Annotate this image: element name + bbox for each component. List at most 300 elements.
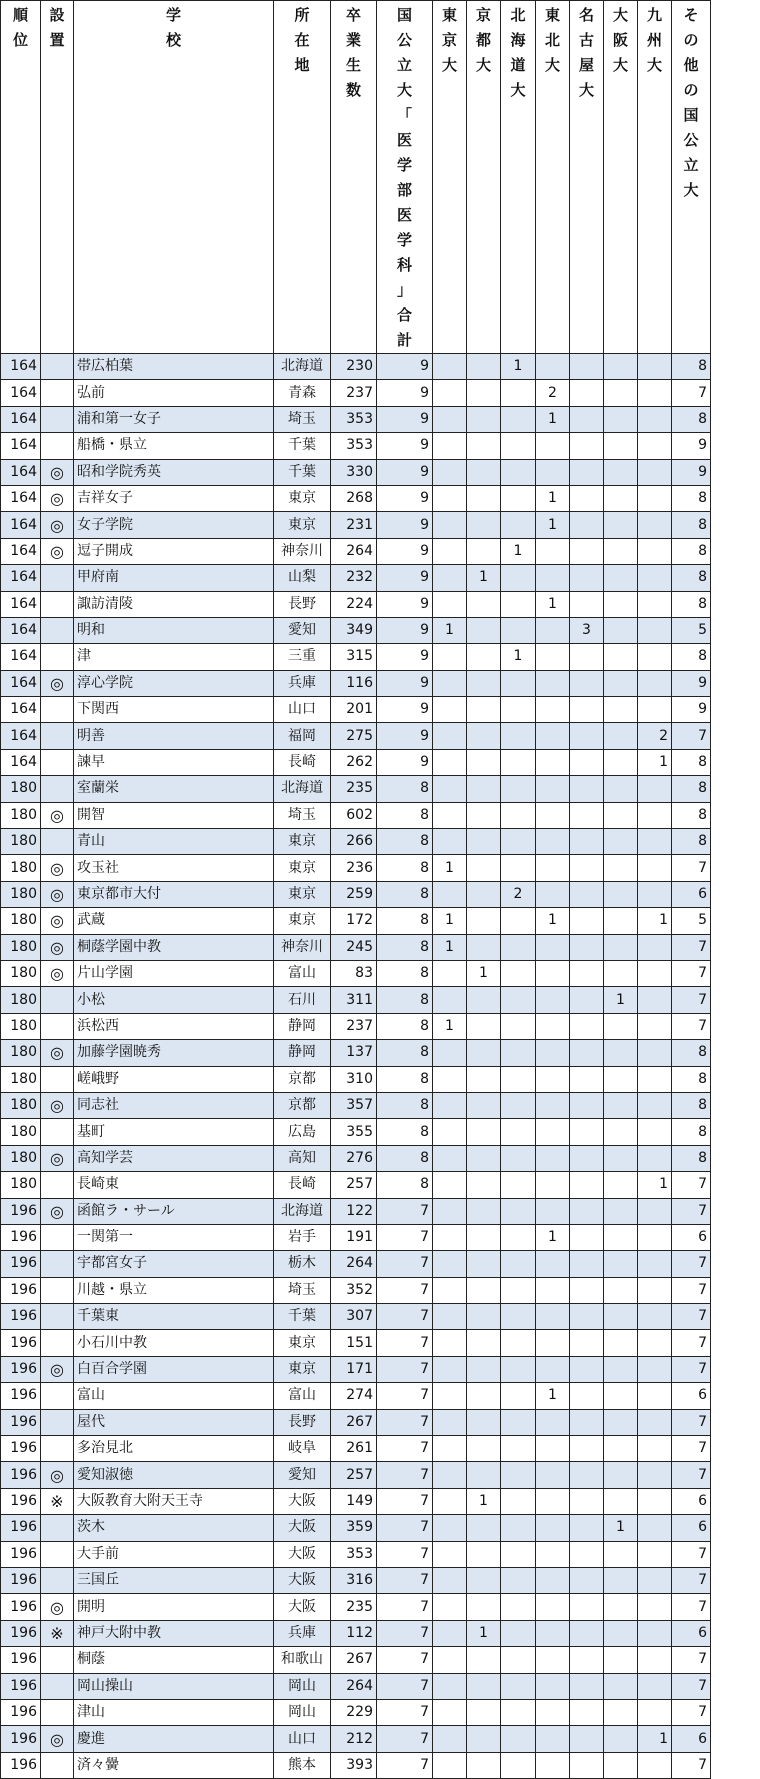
cell-school: 昭和学院秀英: [74, 459, 274, 485]
cell-graduates: 261: [331, 1436, 377, 1462]
cell-tohoku: [536, 1013, 570, 1039]
cell-rank: 196: [1, 1515, 41, 1541]
cell-type: [41, 987, 74, 1013]
cell-type: ◎: [41, 1594, 74, 1620]
cell-osaka: [604, 1304, 638, 1330]
cell-graduates: 231: [331, 512, 377, 538]
cell-hokkaido: [501, 1647, 536, 1673]
cell-tokyo: [433, 776, 467, 802]
cell-osaka: [604, 406, 638, 432]
cell-kyushu: [638, 697, 672, 723]
cell-hokkaido: [501, 1277, 536, 1303]
cell-other-national: 6: [672, 1620, 711, 1646]
cell-nagoya: [570, 776, 604, 802]
cell-graduates: 267: [331, 1409, 377, 1435]
cell-school: 屋代: [74, 1409, 274, 1435]
cell-other-national: 7: [672, 380, 711, 406]
cell-osaka: [604, 776, 638, 802]
cell-other-national: 7: [672, 1330, 711, 1356]
cell-prefecture: 京都: [274, 1066, 331, 1092]
cell-kyushu: [638, 1304, 672, 1330]
cell-school: 宇都宮女子: [74, 1251, 274, 1277]
cell-prefecture: 岡山: [274, 1699, 331, 1725]
cell-type: [41, 723, 74, 749]
cell-type: [41, 1066, 74, 1092]
cell-hokkaido: [501, 1699, 536, 1725]
table-row: [1, 538, 711, 564]
table-row: [1, 776, 711, 802]
cell-graduates: 264: [331, 1673, 377, 1699]
cell-school: 長崎東: [74, 1172, 274, 1198]
cell-school: 下関西: [74, 697, 274, 723]
cell-hokkaido: [501, 380, 536, 406]
table-row: [1, 829, 711, 855]
cell-medical-total: 8: [377, 776, 433, 802]
cell-medical-total: 7: [377, 1277, 433, 1303]
cell-other-national: 8: [672, 802, 711, 828]
cell-prefecture: 長野: [274, 1409, 331, 1435]
cell-medical-total: 7: [377, 1436, 433, 1462]
cell-tohoku: [536, 987, 570, 1013]
cell-tohoku: [536, 1673, 570, 1699]
cell-nagoya: [570, 1541, 604, 1567]
cell-kyoto: [467, 723, 501, 749]
cell-nagoya: [570, 1726, 604, 1752]
cell-kyushu: [638, 1752, 672, 1778]
cell-kyushu: [638, 1040, 672, 1066]
cell-medical-total: 7: [377, 1488, 433, 1514]
cell-osaka: [604, 829, 638, 855]
cell-medical-total: 9: [377, 538, 433, 564]
cell-graduates: 172: [331, 908, 377, 934]
cell-graduates: 359: [331, 1515, 377, 1541]
cell-kyushu: [638, 1673, 672, 1699]
cell-kyoto: [467, 1436, 501, 1462]
table-row: [1, 697, 711, 723]
cell-medical-total: 7: [377, 1383, 433, 1409]
cell-other-national: 8: [672, 829, 711, 855]
cell-medical-total: 8: [377, 1066, 433, 1092]
cell-other-national: 7: [672, 1752, 711, 1778]
cell-type: [41, 433, 74, 459]
cell-type: [41, 776, 74, 802]
cell-nagoya: [570, 960, 604, 986]
cell-osaka: [604, 1119, 638, 1145]
cell-hokkaido: [501, 1567, 536, 1593]
cell-school: 岡山操山: [74, 1673, 274, 1699]
cell-nagoya: [570, 1673, 604, 1699]
cell-nagoya: [570, 1383, 604, 1409]
cell-other-national: 8: [672, 776, 711, 802]
cell-kyushu: [638, 1277, 672, 1303]
cell-type: [41, 406, 74, 432]
cell-medical-total: 7: [377, 1251, 433, 1277]
cell-prefecture: 東京: [274, 908, 331, 934]
cell-type: ◎: [41, 802, 74, 828]
cell-medical-total: 7: [377, 1356, 433, 1382]
cell-graduates: 349: [331, 617, 377, 643]
cell-kyoto: [467, 1673, 501, 1699]
cell-kyushu: [638, 1224, 672, 1250]
cell-tohoku: [536, 1040, 570, 1066]
cell-other-national: 8: [672, 644, 711, 670]
cell-kyushu: [638, 1462, 672, 1488]
cell-osaka: [604, 433, 638, 459]
cell-tokyo: [433, 1304, 467, 1330]
cell-other-national: 7: [672, 987, 711, 1013]
cell-nagoya: [570, 1224, 604, 1250]
cell-kyoto: [467, 1172, 501, 1198]
header-osaka: 大 阪 大: [604, 1, 638, 354]
cell-graduates: 316: [331, 1567, 377, 1593]
cell-medical-total: 7: [377, 1409, 433, 1435]
cell-kyushu: [638, 1013, 672, 1039]
cell-kyushu: [638, 485, 672, 511]
cell-prefecture: 和歌山: [274, 1647, 331, 1673]
cell-nagoya: [570, 1356, 604, 1382]
cell-kyoto: [467, 1198, 501, 1224]
cell-nagoya: [570, 1330, 604, 1356]
cell-school: 甲府南: [74, 565, 274, 591]
cell-school: 多治見北: [74, 1436, 274, 1462]
table-row: [1, 1066, 711, 1092]
cell-kyoto: [467, 1251, 501, 1277]
cell-graduates: 83: [331, 960, 377, 986]
cell-hokkaido: [501, 960, 536, 986]
table-row: [1, 1172, 711, 1198]
cell-type: [41, 697, 74, 723]
cell-graduates: 311: [331, 987, 377, 1013]
cell-prefecture: 富山: [274, 960, 331, 986]
cell-school: 淳心学院: [74, 670, 274, 696]
cell-tokyo: [433, 1409, 467, 1435]
cell-tokyo: [433, 881, 467, 907]
cell-osaka: [604, 670, 638, 696]
cell-hokkaido: [501, 565, 536, 591]
cell-nagoya: [570, 723, 604, 749]
cell-kyoto: [467, 749, 501, 775]
cell-rank: 196: [1, 1409, 41, 1435]
cell-rank: 196: [1, 1198, 41, 1224]
cell-graduates: 232: [331, 565, 377, 591]
cell-kyoto: [467, 1515, 501, 1541]
cell-osaka: [604, 1594, 638, 1620]
cell-school: 帯広柏葉: [74, 354, 274, 380]
cell-kyushu: [638, 1541, 672, 1567]
cell-school: 室蘭栄: [74, 776, 274, 802]
cell-kyushu: [638, 406, 672, 432]
cell-tohoku: [536, 1436, 570, 1462]
cell-medical-total: 7: [377, 1726, 433, 1752]
cell-kyushu: [638, 829, 672, 855]
cell-osaka: [604, 1198, 638, 1224]
cell-hokkaido: [501, 1304, 536, 1330]
cell-rank: 196: [1, 1383, 41, 1409]
cell-osaka: [604, 485, 638, 511]
cell-tohoku: [536, 1726, 570, 1752]
cell-prefecture: 山口: [274, 1726, 331, 1752]
cell-rank: 196: [1, 1647, 41, 1673]
cell-graduates: 112: [331, 1620, 377, 1646]
cell-other-national: 8: [672, 591, 711, 617]
cell-kyushu: [638, 1647, 672, 1673]
cell-kyoto: [467, 1304, 501, 1330]
cell-school: 三国丘: [74, 1567, 274, 1593]
cell-kyushu: 1: [638, 908, 672, 934]
cell-hokkaido: [501, 1488, 536, 1514]
cell-school: 津: [74, 644, 274, 670]
cell-nagoya: [570, 433, 604, 459]
cell-other-national: 9: [672, 459, 711, 485]
cell-osaka: [604, 881, 638, 907]
cell-type: ◎: [41, 670, 74, 696]
table-row: [1, 380, 711, 406]
cell-osaka: [604, 1277, 638, 1303]
cell-osaka: [604, 1488, 638, 1514]
cell-rank: 196: [1, 1726, 41, 1752]
cell-hokkaido: 1: [501, 354, 536, 380]
cell-nagoya: [570, 1699, 604, 1725]
cell-rank: 180: [1, 908, 41, 934]
cell-other-national: 8: [672, 565, 711, 591]
cell-kyoto: [467, 644, 501, 670]
cell-osaka: [604, 1040, 638, 1066]
cell-other-national: 7: [672, 1567, 711, 1593]
cell-type: [41, 1647, 74, 1673]
cell-rank: 164: [1, 591, 41, 617]
cell-tohoku: [536, 644, 570, 670]
cell-tokyo: [433, 1462, 467, 1488]
cell-prefecture: 静岡: [274, 1040, 331, 1066]
cell-other-national: 7: [672, 1594, 711, 1620]
table-row: [1, 1752, 711, 1778]
cell-osaka: [604, 1224, 638, 1250]
header-kyushu: 九 州 大: [638, 1, 672, 354]
cell-rank: 180: [1, 855, 41, 881]
cell-rank: 180: [1, 934, 41, 960]
cell-tokyo: [433, 1673, 467, 1699]
cell-type: ◎: [41, 538, 74, 564]
cell-other-national: 7: [672, 1304, 711, 1330]
cell-other-national: 7: [672, 960, 711, 986]
cell-prefecture: 長崎: [274, 749, 331, 775]
cell-medical-total: 9: [377, 644, 433, 670]
cell-nagoya: [570, 1172, 604, 1198]
cell-nagoya: [570, 749, 604, 775]
cell-kyushu: [638, 644, 672, 670]
table-row: [1, 1462, 711, 1488]
cell-kyoto: [467, 1040, 501, 1066]
cell-tokyo: [433, 433, 467, 459]
cell-kyushu: [638, 1699, 672, 1725]
cell-nagoya: [570, 987, 604, 1013]
cell-tokyo: [433, 644, 467, 670]
cell-hokkaido: [501, 1409, 536, 1435]
cell-tokyo: [433, 1515, 467, 1541]
cell-nagoya: [570, 697, 604, 723]
cell-school: 明善: [74, 723, 274, 749]
cell-graduates: 236: [331, 855, 377, 881]
cell-nagoya: [570, 1145, 604, 1171]
cell-osaka: [604, 1251, 638, 1277]
cell-kyoto: [467, 1541, 501, 1567]
cell-prefecture: 東京: [274, 829, 331, 855]
cell-kyoto: [467, 591, 501, 617]
cell-prefecture: 山口: [274, 697, 331, 723]
cell-type: ◎: [41, 1198, 74, 1224]
cell-other-national: 7: [672, 1699, 711, 1725]
cell-hokkaido: [501, 1066, 536, 1092]
cell-kyoto: [467, 538, 501, 564]
table-row: [1, 354, 711, 380]
cell-graduates: 224: [331, 591, 377, 617]
cell-osaka: [604, 1330, 638, 1356]
cell-prefecture: 埼玉: [274, 802, 331, 828]
cell-other-national: 7: [672, 1251, 711, 1277]
cell-other-national: 8: [672, 1119, 711, 1145]
cell-kyushu: [638, 459, 672, 485]
cell-nagoya: [570, 565, 604, 591]
cell-kyoto: [467, 881, 501, 907]
cell-prefecture: 愛知: [274, 1462, 331, 1488]
cell-osaka: [604, 1066, 638, 1092]
cell-graduates: 393: [331, 1752, 377, 1778]
cell-kyushu: [638, 1383, 672, 1409]
cell-kyushu: [638, 1145, 672, 1171]
cell-rank: 164: [1, 354, 41, 380]
cell-tokyo: [433, 749, 467, 775]
cell-hokkaido: [501, 485, 536, 511]
cell-kyoto: [467, 1013, 501, 1039]
cell-type: ◎: [41, 1726, 74, 1752]
cell-tokyo: [433, 1119, 467, 1145]
cell-type: [41, 1330, 74, 1356]
cell-kyushu: [638, 433, 672, 459]
cell-kyushu: [638, 1620, 672, 1646]
cell-medical-total: 7: [377, 1567, 433, 1593]
cell-medical-total: 9: [377, 354, 433, 380]
cell-tokyo: [433, 1647, 467, 1673]
cell-kyushu: [638, 538, 672, 564]
cell-osaka: [604, 512, 638, 538]
cell-nagoya: [570, 1013, 604, 1039]
cell-tohoku: [536, 960, 570, 986]
cell-rank: 196: [1, 1224, 41, 1250]
cell-osaka: [604, 1673, 638, 1699]
cell-kyushu: [638, 617, 672, 643]
cell-kyushu: [638, 1356, 672, 1382]
cell-tohoku: [536, 1647, 570, 1673]
cell-nagoya: [570, 1488, 604, 1514]
cell-tokyo: [433, 1620, 467, 1646]
cell-prefecture: 熊本: [274, 1752, 331, 1778]
cell-graduates: 266: [331, 829, 377, 855]
cell-prefecture: 高知: [274, 1145, 331, 1171]
cell-kyoto: [467, 1277, 501, 1303]
cell-nagoya: [570, 1436, 604, 1462]
cell-school: 嵯峨野: [74, 1066, 274, 1092]
cell-other-national: 7: [672, 1673, 711, 1699]
cell-other-national: 8: [672, 538, 711, 564]
cell-type: [41, 1224, 74, 1250]
cell-type: [41, 1752, 74, 1778]
cell-nagoya: [570, 1251, 604, 1277]
cell-osaka: [604, 380, 638, 406]
cell-nagoya: [570, 1409, 604, 1435]
cell-graduates: 235: [331, 776, 377, 802]
cell-prefecture: 兵庫: [274, 1620, 331, 1646]
cell-tokyo: [433, 1356, 467, 1382]
cell-kyushu: [638, 591, 672, 617]
cell-type: ◎: [41, 908, 74, 934]
header-other-national: そ の 他 の 国 公 立 大: [672, 1, 711, 354]
cell-rank: 164: [1, 512, 41, 538]
cell-graduates: 122: [331, 1198, 377, 1224]
cell-school: 加藤学園暁秀: [74, 1040, 274, 1066]
cell-osaka: [604, 802, 638, 828]
cell-other-national: 5: [672, 617, 711, 643]
cell-graduates: 602: [331, 802, 377, 828]
cell-medical-total: 8: [377, 987, 433, 1013]
cell-rank: 180: [1, 1013, 41, 1039]
cell-type: ◎: [41, 485, 74, 511]
cell-hokkaido: [501, 670, 536, 696]
cell-medical-total: 9: [377, 380, 433, 406]
table-row: [1, 1145, 711, 1171]
cell-kyoto: [467, 617, 501, 643]
cell-kyoto: [467, 354, 501, 380]
cell-other-national: 6: [672, 1515, 711, 1541]
cell-tokyo: [433, 1198, 467, 1224]
cell-prefecture: 栃木: [274, 1251, 331, 1277]
cell-tokyo: [433, 406, 467, 432]
cell-medical-total: 7: [377, 1304, 433, 1330]
cell-medical-total: 8: [377, 960, 433, 986]
cell-kyoto: [467, 1752, 501, 1778]
cell-hokkaido: [501, 591, 536, 617]
cell-tohoku: [536, 1567, 570, 1593]
cell-hokkaido: [501, 406, 536, 432]
cell-tohoku: [536, 1356, 570, 1382]
cell-type: [41, 354, 74, 380]
cell-osaka: [604, 1436, 638, 1462]
table-row: [1, 881, 711, 907]
cell-other-national: 7: [672, 1436, 711, 1462]
cell-rank: 164: [1, 433, 41, 459]
cell-kyushu: [638, 802, 672, 828]
cell-graduates: 330: [331, 459, 377, 485]
cell-nagoya: [570, 1594, 604, 1620]
cell-medical-total: 9: [377, 512, 433, 538]
cell-tokyo: [433, 1488, 467, 1514]
cell-kyoto: [467, 802, 501, 828]
cell-kyoto: [467, 406, 501, 432]
cell-school: 弘前: [74, 380, 274, 406]
cell-osaka: [604, 723, 638, 749]
cell-tohoku: [536, 1330, 570, 1356]
cell-school: 桐蔭学園中教: [74, 934, 274, 960]
cell-rank: 196: [1, 1462, 41, 1488]
cell-kyoto: [467, 380, 501, 406]
cell-other-national: 6: [672, 1383, 711, 1409]
cell-rank: 196: [1, 1436, 41, 1462]
cell-kyoto: [467, 776, 501, 802]
cell-nagoya: [570, 485, 604, 511]
cell-nagoya: [570, 1277, 604, 1303]
cell-hokkaido: [501, 1172, 536, 1198]
cell-rank: 180: [1, 1145, 41, 1171]
cell-graduates: 268: [331, 485, 377, 511]
